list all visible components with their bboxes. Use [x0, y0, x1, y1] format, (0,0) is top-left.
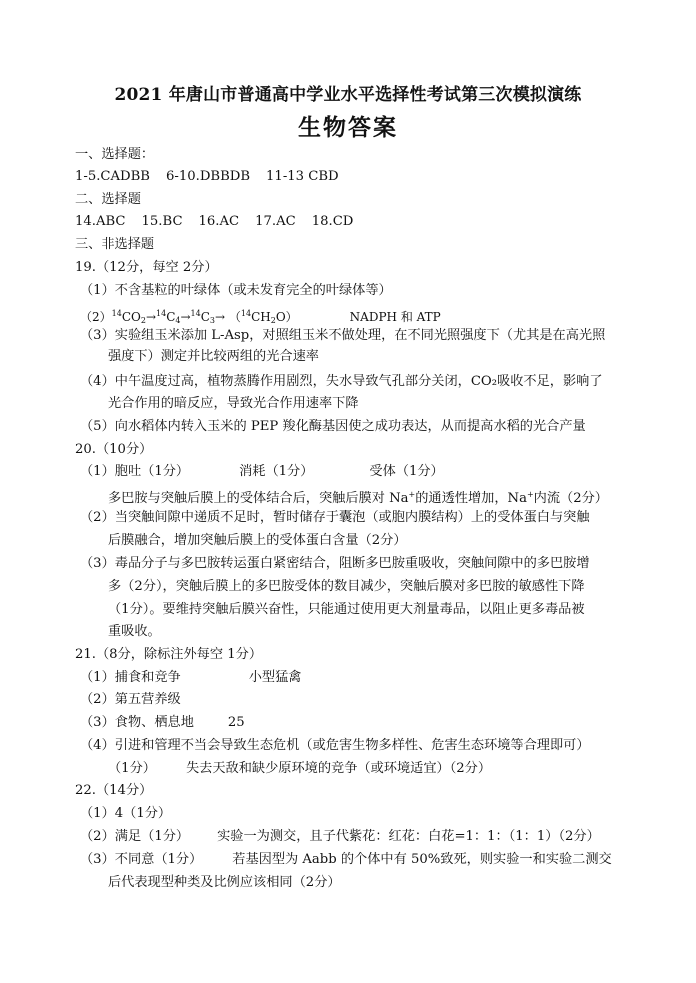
answer-group: 15.BC	[141, 214, 183, 229]
answer-group: 18.CD	[311, 214, 354, 229]
q22-header: 22.（14分）	[75, 783, 153, 798]
answer-group: 11-13 CBD	[266, 169, 339, 184]
q20-answer-1: （1）胞吐（1分） 消耗（1分） 受体（1分）	[80, 464, 444, 479]
q21-answer-1: （1）捕食和竞争 小型猛禽	[80, 670, 302, 685]
section-heading-3: 三、非选择题	[75, 237, 155, 252]
q20-answer-3-cont2: （1分）。要维持突触后膜兴奋性，只能通过使用更大剂量毒品，以阻止更多毒品被	[108, 602, 585, 617]
q19-answer-1: （1）不含基粒的叶绿体（或未发育完全的叶绿体等）	[80, 283, 392, 298]
q20-answer-1-cont: 多巴胺与突触后膜上的受体结合后，突触后膜对 Na+的通透性增加，Na+内流（2分）	[108, 490, 608, 506]
q19-answer-5: （5）向水稻体内转入玉米的 PEP 羧化酶基因使之成功表达，从而提高水稻的光合产量	[80, 419, 586, 434]
page-subtitle: 生物答案	[298, 115, 398, 141]
q22-answer-1: （1）4（1分）	[80, 806, 172, 821]
answer-group: 6-10.DBBDB	[166, 169, 251, 184]
answer-group: 14.ABC	[75, 214, 126, 229]
q20-answer-2-cont: 后膜融合，增加突触后膜上的受体蛋白含量（2分）	[108, 533, 407, 548]
q21-answer-4-cont: （1分） 失去天敌和缺少原环境的竞争（或环境适宜）（2分）	[108, 761, 492, 776]
q22-answer-2: （2）满足（1分） 实验一为测交，且子代紫花：红花：白花=1：1：（1：1）（2分）	[80, 829, 600, 844]
q21-header: 21.（8分，除标注外每空 1分）	[75, 647, 263, 662]
q22-answer-3: （3）不同意（1分） 若基因型为 Aabb 的个体中有 50%致死，则实验一和实验二测交	[80, 852, 612, 867]
answer-group: 17.AC	[255, 214, 296, 229]
q22-answer-3-cont: 后代表现型种类及比例应该相同（2分）	[108, 875, 341, 890]
q21-answer-2: （2）第五营养级	[80, 692, 181, 707]
q19-answer-3: （3）实验组玉米添加 L-Asp，对照组玉米不做处理，在不同光照强度下（尤其是在高光照	[80, 328, 606, 343]
answer-group: 1-5.CADBB	[75, 169, 150, 184]
section-heading-2: 二、选择题	[75, 192, 141, 207]
q20-answer-3-cont1: 多（2分），突触后膜上的多巴胺受体的数目减少，突触后膜对多巴胺的敏感性下降	[108, 579, 585, 594]
q19-answer-2: $(2)^{14}CO_2\to^{14}C_4\to^{14}C_3\to (^{14}CH_2O)$ NADPH 和 ATP	[80, 309, 441, 325]
q20-answer-2: （2）当突触间隙中递质不足时，暂时储存于囊泡（或胞内膜结构）上的受体蛋白与突触	[80, 510, 590, 525]
q19-answer-4-cont: 光合作用的暗反应，导致光合作用速率下降	[108, 396, 359, 411]
q21-answer-3: （3）食物、栖息地 25	[80, 715, 245, 730]
q21-answer-4: （4）引进和管理不当会导致生态危机（或危害生物多样性、危害生态环境等合理即可）	[80, 738, 590, 753]
q19-header: 19.（12分，每空 2分）	[75, 260, 218, 275]
q19-answer-2-extra: NADPH 和 ATP	[349, 310, 441, 324]
q19-answer-4: （4）中午温度过高，植物蒸腾作用剧烈，失水导致气孔部分关闭，CO₂吸收不足，影响了	[80, 374, 603, 389]
section-heading-1: 一、选择题：	[75, 147, 155, 162]
section1-answers	[75, 168, 339, 186]
q20-answer-3-cont3: 重吸收。	[108, 624, 161, 639]
page-title: 2021 年唐山市普通高中学业水平选择性考试第三次模拟演练	[114, 85, 582, 105]
q20-header: 20.（10分）	[75, 442, 153, 457]
q20-answer-3: （3）毒品分子与多巴胺转运蛋白紧密结合，阻断多巴胺重吸收，突触间隙中的多巴胺增	[80, 556, 590, 571]
q19-answer-3-cont: 强度下）测定并比较两组的光合速率	[108, 349, 319, 364]
carbon-pathway-formula: $^{14}CO_2\to^{14}C_4\to^{14}C_3\to (^{14}CH_2O)$	[111, 309, 298, 325]
answer-group: 16.AC	[198, 214, 240, 229]
section2-answers	[75, 213, 353, 231]
